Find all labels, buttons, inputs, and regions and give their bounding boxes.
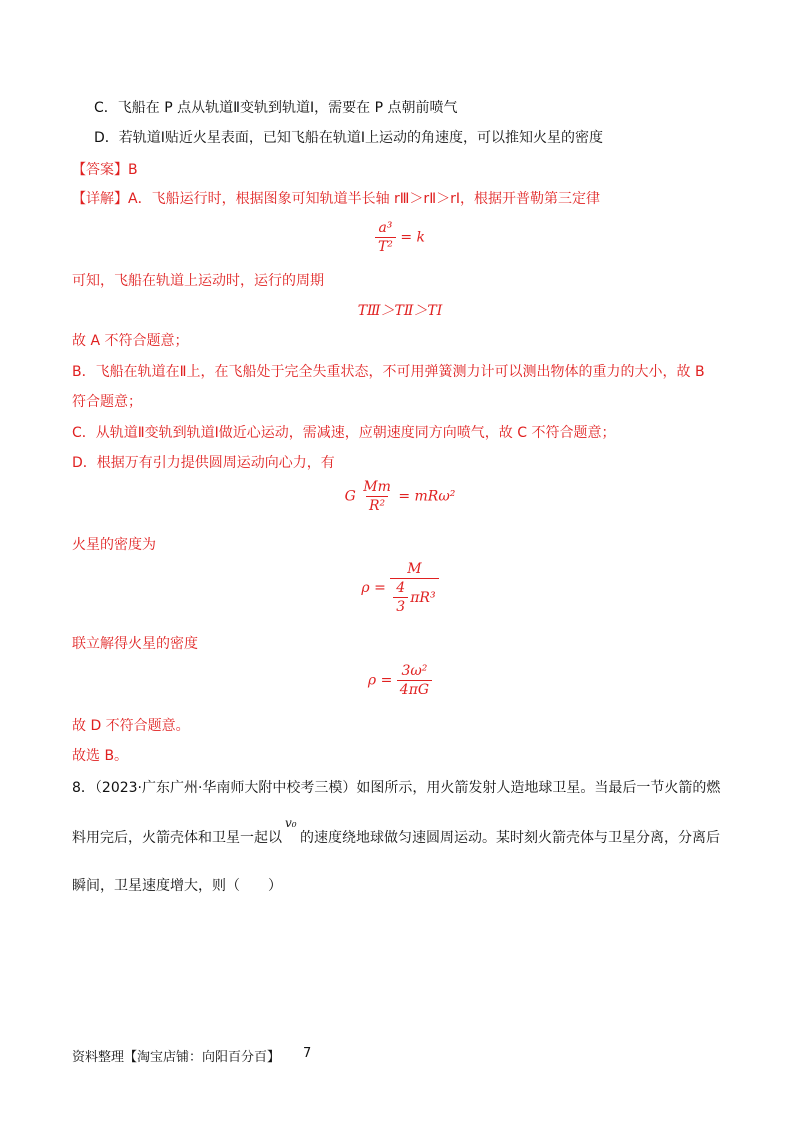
footer-source: 资料整理【淘宝店铺：向阳百分百】 <box>72 1050 281 1065</box>
four: 4 <box>396 580 406 596</box>
gravity-g: G <box>344 488 356 505</box>
gravity-formula <box>0 478 800 515</box>
density-fraction <box>390 560 438 616</box>
question8-line3: 瞬间，卫星速度增大，则（ ） <box>72 878 282 894</box>
density-result-denominator: 4πG <box>397 680 432 699</box>
pi-r-cubed: πR³ <box>410 589 436 606</box>
page-number: 7 <box>303 1046 312 1061</box>
gravity-fraction <box>360 478 394 515</box>
gravity-numerator: Mm <box>363 479 391 495</box>
combined-intro: 联立解得火星的密度 <box>72 636 198 652</box>
density-formula <box>0 560 800 616</box>
analysis-b-line1: B．飞船在轨道在Ⅱ上，在飞船处于完全失重状态，不可用弹簧测力计可以测出物体的重力的大小，故 B <box>72 364 705 380</box>
question8-line1: 8．（2023·广东广州·华南师大附中校考三模）如图所示，用火箭发射人造地球卫星。当最后一节火箭的燃 <box>72 780 721 796</box>
gravity-denominator: R² <box>366 496 388 515</box>
analysis-a-intro: 【详解】A．飞船运行时，根据图象可知轨道半长轴 rⅢ＞rⅡ＞rⅠ，根据开普勒第三定律 <box>72 191 600 207</box>
kepler-formula <box>0 219 800 256</box>
option-c: C．飞船在 P 点从轨道Ⅱ变轨到轨道Ⅰ，需要在 P 点朝前喷气 <box>94 100 458 116</box>
d-conclusion: 故 D 不符合题意。 <box>72 718 190 734</box>
question8-line2 <box>72 828 720 848</box>
kepler-denominator: T² <box>375 237 396 256</box>
density-result-formula <box>0 662 800 699</box>
analysis-d-intro: D．根据万有引力提供圆周运动向心力，有 <box>72 455 335 471</box>
density-result-fraction <box>397 662 432 699</box>
three: 3 <box>393 597 408 616</box>
analysis-b-line2: 符合题意； <box>72 394 142 410</box>
density-result-lhs: ρ = <box>367 672 393 689</box>
density-result-numerator: 3ω² <box>401 663 428 679</box>
answer-label: 【答案】B <box>72 162 138 178</box>
density-numerator: M <box>407 561 422 577</box>
question8-line2-b: 的速度绕地球做匀速圆周运动。某时刻火箭壳体与卫星分离，分离后 <box>300 830 720 846</box>
density-intro: 火星的密度为 <box>72 537 156 553</box>
v0-symbol: v₀ <box>285 816 297 830</box>
period-intro: 可知，飞船在轨道上运动时，运行的周期 <box>72 273 324 289</box>
analysis-c-line: C．从轨道Ⅱ变轨到轨道Ⅰ做近心运动，需减速，应朝速度同方向喷气，故 C 不符合题意； <box>72 425 616 441</box>
period-inequality: TⅢ＞TⅡ＞TⅠ <box>357 303 443 319</box>
density-denominator <box>390 578 438 616</box>
gravity-rhs: = mRω² <box>398 488 456 505</box>
option-d: D．若轨道Ⅰ贴近火星表面，已知飞船在轨道Ⅰ上运动的角速度，可以推知火星的密度 <box>94 130 604 146</box>
final-choice: 故选 B。 <box>72 748 129 764</box>
density-lhs: ρ = <box>361 580 386 596</box>
question8-line2-a: 料用完后，火箭壳体和卫星一起以 <box>72 830 282 846</box>
kepler-numerator: a³ <box>378 220 393 236</box>
kepler-fraction <box>375 219 396 256</box>
a-conclusion: 故 A 不符合题意； <box>72 333 189 349</box>
kepler-rhs: = k <box>400 229 426 246</box>
